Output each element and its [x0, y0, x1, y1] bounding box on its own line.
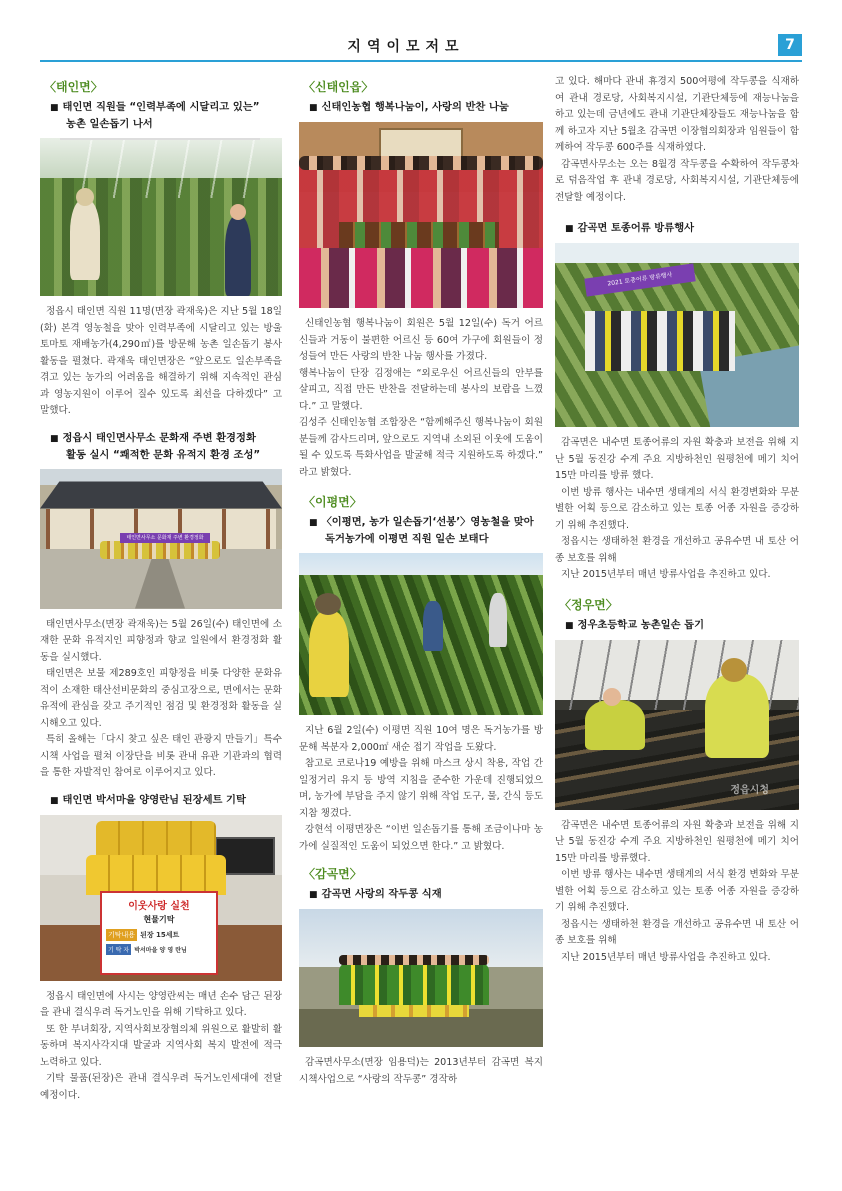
photo-doenjang-donation — [40, 815, 282, 981]
donation-value-content: 된장 15세트 — [140, 930, 180, 939]
section-heading-taein: 〈태인면〉 — [44, 80, 103, 94]
bullet-square-icon: ■ — [309, 103, 318, 113]
photo-greenhouse-tomatoes — [40, 138, 282, 296]
article-body-fish-release-1: 감곡면은 내수면 토종어류의 자원 확충과 보전을 위해 지난 5월 동진강 수계 주요 지방하천인 원평천에 메기 치어 15만 마리를 방류 했다. — [555, 437, 799, 481]
donation-sign — [100, 891, 218, 975]
bullet-square-icon: ■ — [50, 433, 59, 444]
photo-raspberry-field — [299, 553, 543, 715]
photo-side-dish-volunteers — [299, 122, 543, 308]
article-body-donation-2: 또 한 부녀회장, 지역사회보장협의체 위원으로 활발히 활동하며 복지사각지대 발굴과 지역사회 복지 발전에 적극 노력하고 있다. — [40, 1023, 282, 1068]
article-body-fish-release-4: 지난 2015년부터 매년 방류사업을 추진하고 있다. — [561, 569, 771, 580]
article-body-side-dish-3: 김성주 신태인농협 조합장은 “함께해주신 행복나눔이 회원분들께 감사드리며, 앞으로도 지역내 소외된 이웃에 도움이 될 수 있도록 특화사업을 발굴해 적극 지원하도록 하겠다.” 라고 밝혔다. — [299, 417, 543, 478]
column-3 — [555, 74, 799, 966]
donation-label-donor: 기 탁 자 — [106, 944, 131, 955]
photo-school-farm-help — [555, 640, 799, 810]
photo-fish-release — [555, 243, 799, 427]
bullet-square-icon: ■ — [565, 224, 574, 234]
section-heading-gamgok: 〈감곡면〉 — [303, 867, 362, 881]
article-body-donation-1: 정읍시 태인면에 사시는 양영란씨는 매년 손수 담근 된장을 관내 결식우려 독거노인을 위해 기탁하고 있다. — [40, 990, 282, 1018]
section-heading-ipyeong: 〈이평면〉 — [303, 495, 362, 509]
newsletter-section-title: 지역이모저모 — [347, 39, 465, 55]
article-body-jakdukong-3: 감곡면사무소는 오는 8월경 작두콩을 수확하여 작두콩차로 덖음작업 후 관내 경로당, 사회복지시설, 기관단체등에 전달할 예정이다. — [555, 158, 799, 203]
article-body-donation-3: 기탁 물품(된장)은 관내 결식우려 독거노인세대에 전달 예정이다. — [40, 1073, 282, 1101]
article-body-school-help-2: 이번 방류 행사는 내수면 생태계의 서식 환경 변화와 무분별한 어획 등으로 감소하고 있는 토종 어종 자원을 증강하기 위해 추진했다. — [555, 869, 799, 913]
article-headline-jakdukong: ■ 감곡면 사랑의 작두콩 식재 — [309, 888, 442, 900]
article-body-fish-release-3: 정읍시는 생태하천 환경을 개선하고 공유수면 내 토산 어종 보호를 위해 — [555, 536, 799, 564]
bullet-square-icon: ■ — [50, 795, 59, 806]
article-body-ipyeong-1: 지난 6월 2일(수) 이평면 직원 10여 명은 독거농가를 방문해 복분자 2,000㎡ 새순 접기 작업을 도왔다. — [299, 725, 543, 753]
donation-value-donor: 박서마을 양 영 란님 — [134, 946, 187, 954]
bullet-square-icon: ■ — [309, 890, 318, 900]
page-number: 7 — [778, 34, 802, 56]
article-headline-cleanup: ■ 정읍시 태인면사무소 문화재 주변 환경정화 활동 실시 “쾌적한 문화 유적지 환경 조성” — [50, 431, 261, 461]
article-body-jakdukong-1: 감곡면사무소(면장 임용덕)는 2013년부터 감곡면 복지시책사업으로 “사랑의 작두콩” 경작하 — [299, 1057, 543, 1085]
article-body-school-help-4: 지난 2015년부터 매년 방류사업을 추진하고 있다. — [561, 951, 771, 963]
article-body-ipyeong-2: 참고로 코로나19 예방을 위해 마스크 상시 착용, 작업 간 일정거리 유지 등 방역 지침을 준수한 가운데 진행되었으며, 농가에 부담을 주지 않기 위해 작업 도구, 물, 간식 등도 지참 챙겼다. — [299, 758, 543, 819]
header-divider — [40, 60, 802, 62]
article-body-jakdukong-2: 고 있다. 해마다 관내 휴경지 500여평에 작두콩을 식재하여 관내 경로당, 사회복지시설, 기관단체등에 재능나눔을 하고 있는데 금년에도 관내 기관단체장들도 재능나눔을 함께 하고자 지난 5월초 감곡면 이장협의회장과 임원들이 함께하여 작두콩 600주를 식재하였다. — [555, 76, 799, 153]
article-body-farm-help: 정읍시 태인면 직원 11명(면장 곽재욱)은 지난 5월 18일(화) 본격 영농철을 맞아 인력부족에 시달리고 있는 방울 토마토 재배농가(4,290㎡)를 방문해 농촌 일손돕기 봉사활동을 펼쳤다. 곽재욱 태인면장은 “앞으로도 일손부족을 겪고 있는 농가의 어려움을 해결하기 위해 지속적인 관심과 영농지원이 이루어 질수 있도록 최선을 다하겠다” 고 말했다. — [40, 306, 282, 416]
bullet-square-icon: ■ — [50, 103, 59, 113]
section-heading-jeongu: 〈정우면〉 — [559, 597, 618, 612]
article-body-school-help-1: 감곡면은 내수면 토종어류의 자원 확충과 보전을 위해 지난 5월 동진강 수계 주요 지방하천인 원평천에 메기 치어 15만 마리를 방류했다. — [555, 819, 799, 864]
donation-sign-title: 이웃사랑 실천 — [128, 900, 190, 912]
article-body-side-dish-2: 행복나눔이 단장 김정애는 “외로우신 어르신들의 안부를 살피고, 직접 만든 반찬을 전달하는데 봉사의 보람을 느꼈다.” 고 말했다. — [299, 367, 543, 412]
article-body-cleanup-2: 태인면은 보물 제289호인 피향정을 비롯 다양한 문화유적이 소재한 태산선비문화의 중심고장으로, 면에서는 문화 유적에 관심을 갖고 주기적인 점검 및 환경정화 활동을 실시해오고 있다. — [40, 668, 282, 729]
article-body-fish-release-2: 이번 방류 행사는 내수면 생태계의 서식 환경변화와 무분별한 어획 등으로 감소하고 있는 토종 어종 자원을 증강하기 위해 추진했다. — [555, 486, 799, 531]
section-heading-sintaein: 〈신태인읍〉 — [303, 80, 374, 94]
article-headline-side-dish: ■ 신태인농협 행복나눔이, 사랑의 반찬 나눔 — [309, 101, 509, 113]
bullet-square-icon: ■ — [309, 518, 318, 528]
article-headline-ipyeong-help: ■ 〈이평면, 농가 일손돕기‘선봉’〉영농철을 맞아 독거농가에 이평면 직원 일손 보태다 — [309, 516, 534, 545]
photo-hyanggyo-cleanup — [40, 469, 282, 609]
article-body-cleanup-3: 특히 올해는「다시 찾고 싶은 태인 관광지 만들기」특수시책 사업을 펼쳐 이장단을 비롯 관내 유관 기관과의 협력을 통한 자발적인 참여로 이루어지고 있다. — [40, 734, 282, 778]
donation-label-content: 기탁내용 — [108, 930, 136, 939]
column-1 — [40, 72, 282, 1104]
cleanup-banner: 태인면사무소 문화재 주변 환경정화 — [120, 533, 210, 543]
photo-watermark: 정읍시청 — [730, 784, 769, 796]
donation-sign-subtitle: 현물기탁 — [143, 914, 175, 924]
article-body-ipyeong-3: 강현석 이평면장은 “이번 일손돕기를 통해 조금이나마 농가에 실질적인 도움이 되었으면 한다.” 고 밝혔다. — [299, 824, 543, 852]
article-headline-fish-release: ■ 감곡면 토종어류 방류행사 — [565, 222, 695, 234]
column-2 — [299, 72, 543, 1088]
page-header — [40, 36, 802, 58]
article-body-cleanup-1: 태인면사무소(면장 곽재욱)는 5월 26일(수) 태인면에 소재한 문화 유적지인 피향정과 향교 일원에서 환경정화 활동을 실시했다. — [40, 618, 282, 663]
bullet-square-icon: ■ — [565, 620, 574, 631]
article-headline-farm-help: ■ 태인면 직원들 “인력부족에 시달리고 있는” 농촌 일손돕기 나서 — [50, 101, 260, 130]
article-headline-school-help: ■ 정우초등학교 농촌일손 돕기 — [565, 618, 705, 631]
article-body-school-help-3: 정읍시는 생태하천 환경을 개선하고 공유수면 내 토산 어종 보호를 위해 — [555, 918, 799, 946]
article-headline-donation: ■ 태인면 박서마을 양영란님 된장세트 기탁 — [50, 793, 246, 806]
photo-jakdukong-planting — [299, 909, 543, 1047]
fish-release-banner: 2021 토종어류 방류행사 — [584, 263, 695, 296]
article-body-side-dish-1: 신태인농협 행복나눔이 회원은 5월 12일(수) 독거 어르신들과 거동이 불편한 어르신 등 60여 가구에 회원들이 정성들여 만든 사랑의 반찬 나눔 행사를 가졌다. — [299, 318, 543, 362]
